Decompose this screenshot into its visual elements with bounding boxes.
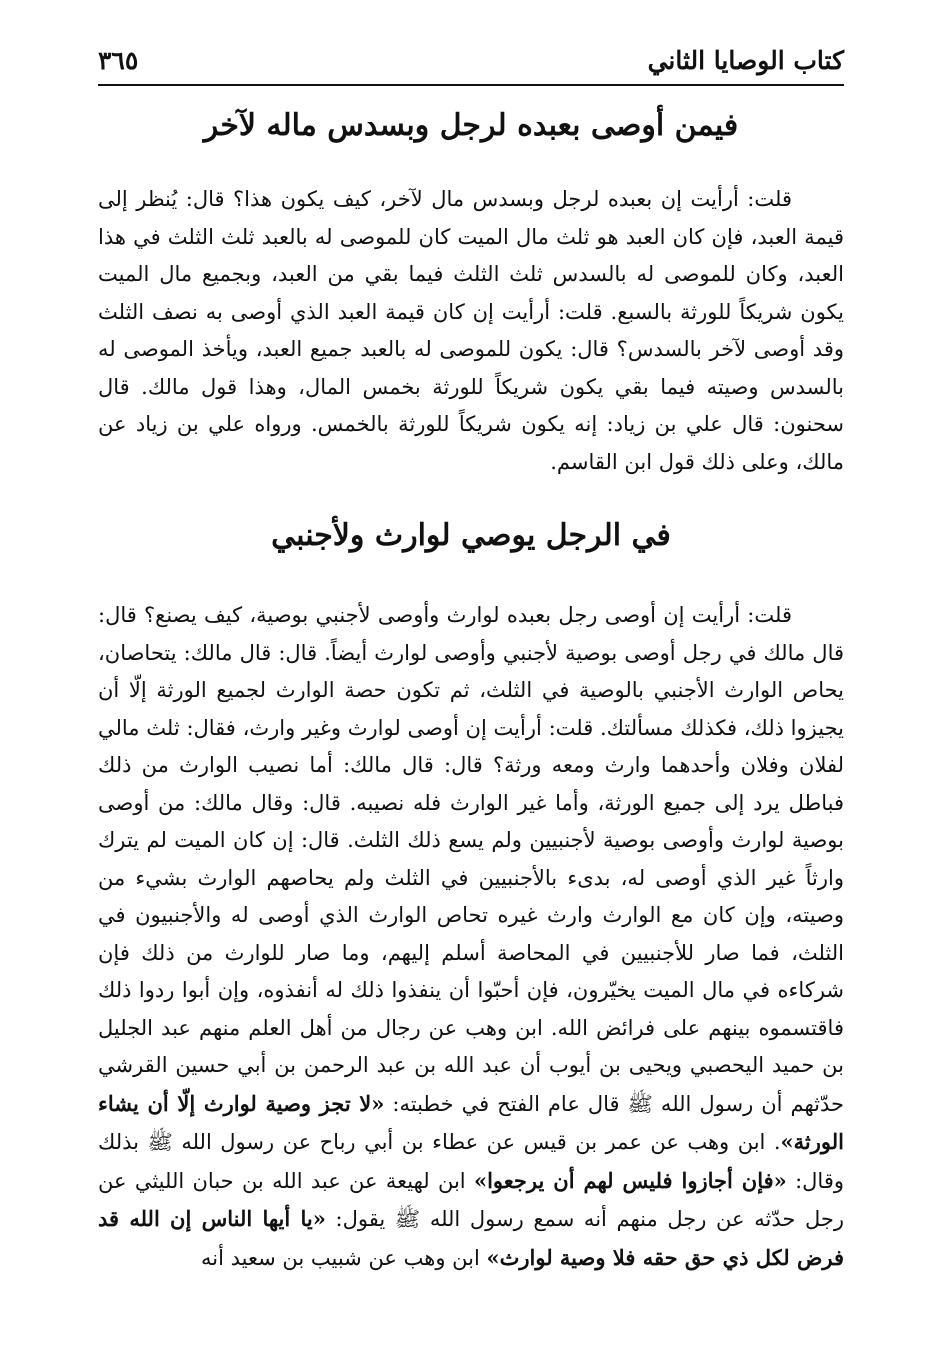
hadith-quote: «فإن أجازوا فليس لهم أن يرجعوا» bbox=[473, 1167, 787, 1193]
section-heading-1: فيمن أوصى بعبده لرجل وبسدس ماله لآخر bbox=[203, 108, 739, 143]
section-heading-2: في الرجل يوصي لوارث ولأجنبي bbox=[271, 518, 671, 553]
body-text: قلت: أرأيت إن أوصى رجل بعبده لوارث وأوصى لأجنبي بوصية، كيف يصنع؟ قال: قال مالك في رجل أوصى بوصية لأجنبي وأوصى لوارث أيضاً. قال: قال مالك: يتحاصان، يحاص الوارث الأجنبي بالوصية في الثلث، ثم تكون حصة الوارث لجميع الورثة إلّا أن يجيزوا ذلك، فكذلك مسألتك. قلت: أرأيت إن أوصى لوارث وغير وارث، فقال: ثلث مالي لفلان وفلان وأحدهما وارث ومعه ورثة؟ قال: قال مالك: أما نصيب الوارث من ذلك فباطل يرد إلى جميع الورثة، وأما غير الوارث فله نصيبه. قال: وقال مالك: من أوصى بوصية لوارث وأوصى بوصية لأجنبيين ولم يسع ذلك الثلث. قال: إن كان الميت لم يترك وارثاً غير الذي أوصى له، بدىء بالأجنبيين في الثلث ولم يحاصهم الوارث بشيء من وصيته، وإن كان مع الوارث وارث غيره تحاص الوارث الذي أوصى له والأجنبيون في الثلث، فما صار للأجنبيين في المحاصة أسلم إليهم، وما صار للوارث من ذلك فإن شركاءه في مال الميت يخيّرون، فإن أحبّوا أن ينفذوا ذلك له أنفذوه، وإن أبوا ردوا ذلك فاقتسموه بينهم على فرائض الله. ابن وهب عن رجال من أهل العلم منهم عبد الجليل بن حميد اليحصبي ويحيى بن أيوب أن عبد الله بن عبد الرحمن بن أبي حسين القرشي حدّثهم أن رسول الله ﷺ قال عام الفتح في خطبته: bbox=[98, 603, 844, 1116]
page-header bbox=[98, 44, 844, 86]
body-text: . ابن وهب عن عمر بن قيس عن عطاء بن أبي رباح عن رسول الله ﷺ بذلك وقال: bbox=[98, 1130, 845, 1193]
body-text: ابن وهب عن شبيب بن سعيد أنه bbox=[201, 1245, 487, 1270]
section-1-paragraph: قلت: أرأيت إن بعبده لرجل وبسدس مال لآخر، كيف يكون هذا؟ قال: يُنظر إلى قيمة العبد، فإن كان العبد هو ثلث مال الميت كان للموصى له بالعبد ثلث الثلث في هذا العبد، وكان للموصى له بالسدس ثلث الثلث فيما بقي من العبد، وبجميع مال الميت يكون شريكاً للورثة بالسبع. قلت: أرأيت إن كان قيمة العبد الذي أوصى به نصف الثلث وقد أوصى لآخر بالسدس؟ قال: يكون للموصى له بالعبد جميع العبد، ويأخذ الموصى له بالسدس وصيته فيما بقي يكون شريكاً للورثة بخمس المال، وهذا قول مالك. قال سحنون: قال علي بن زياد: إنه يكون شريكاً للورثة بالخمس. ورواه علي بن زياد عن مالك، وعلى ذلك قول ابن القاسم. bbox=[98, 187, 844, 474]
section-2-paragraph bbox=[98, 597, 844, 1277]
page-number: ٣٦٥ bbox=[98, 46, 139, 75]
running-title: كتاب الوصايا الثاني bbox=[647, 46, 844, 75]
hadith-quote: «لا تجز وصية لوارث إلّا أن يشاء الورثة» bbox=[98, 1090, 844, 1154]
hadith-quote: «يا أيها الناس إن الله قد فرض لكل ذي حق حقه فلا وصية لوارث» bbox=[98, 1206, 844, 1270]
body-text: ابن لهيعة عن عبد الله بن حبان الليثي عن رجل حدّثه عن رجل منهم أنه سمع رسول الله ﷺ يقول: bbox=[98, 1168, 844, 1231]
